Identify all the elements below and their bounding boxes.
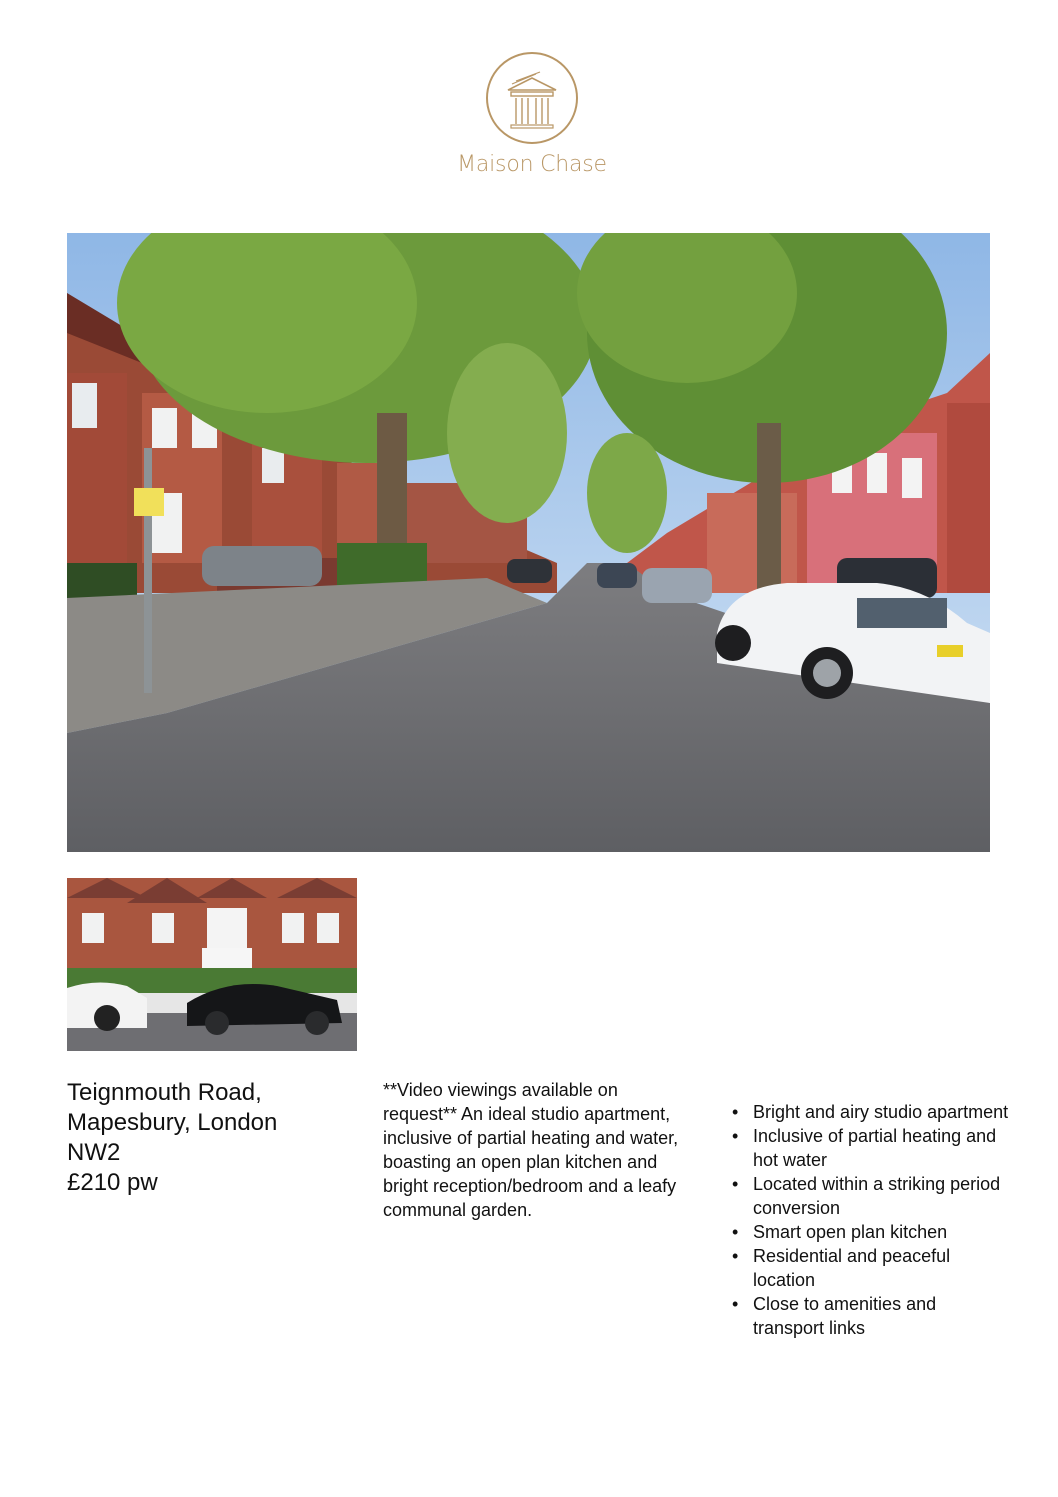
brand-name: Maison Chase bbox=[457, 152, 607, 177]
pillar-logo-icon bbox=[484, 50, 580, 146]
bullet-icon: • bbox=[732, 1222, 739, 1242]
property-price: £210 pw bbox=[67, 1169, 158, 1196]
feature-text: Smart open plan kitchen bbox=[753, 1222, 948, 1242]
features-list bbox=[732, 1100, 1012, 1340]
feature-item bbox=[732, 1244, 1012, 1292]
property-description: **Video viewings available on request** An ideal studio apartment, inclusive of partial heating and water, boasting an open plan kitchen and bright reception/bedroom and a leafy communal garden. bbox=[383, 1080, 679, 1220]
feature-item bbox=[732, 1220, 1012, 1244]
brand-logo bbox=[452, 50, 612, 190]
address-line-1: Teignmouth Road, bbox=[67, 1079, 262, 1106]
thumbnail-photo[interactable] bbox=[67, 878, 357, 1051]
feature-item bbox=[732, 1172, 1012, 1220]
bullet-icon: • bbox=[732, 1102, 739, 1122]
feature-item bbox=[732, 1100, 1012, 1124]
address-line-2: Mapesbury, London bbox=[67, 1109, 278, 1136]
property-address bbox=[67, 1078, 357, 1198]
feature-text: Residential and peaceful location bbox=[753, 1246, 951, 1290]
hero-photo bbox=[67, 233, 990, 852]
feature-text: Inclusive of partial heating and hot water bbox=[753, 1126, 997, 1170]
bullet-icon: • bbox=[732, 1246, 739, 1266]
bullet-icon: • bbox=[732, 1294, 739, 1314]
bullet-icon: • bbox=[732, 1126, 739, 1146]
feature-item bbox=[732, 1124, 1012, 1172]
feature-item bbox=[732, 1292, 1012, 1340]
feature-text: Close to amenities and transport links bbox=[753, 1294, 937, 1338]
address-line-3: NW2 bbox=[67, 1139, 121, 1166]
feature-text: Bright and airy studio apartment bbox=[753, 1102, 1009, 1122]
bullet-icon: • bbox=[732, 1174, 739, 1194]
feature-text: Located within a striking period conversion bbox=[753, 1174, 1001, 1218]
